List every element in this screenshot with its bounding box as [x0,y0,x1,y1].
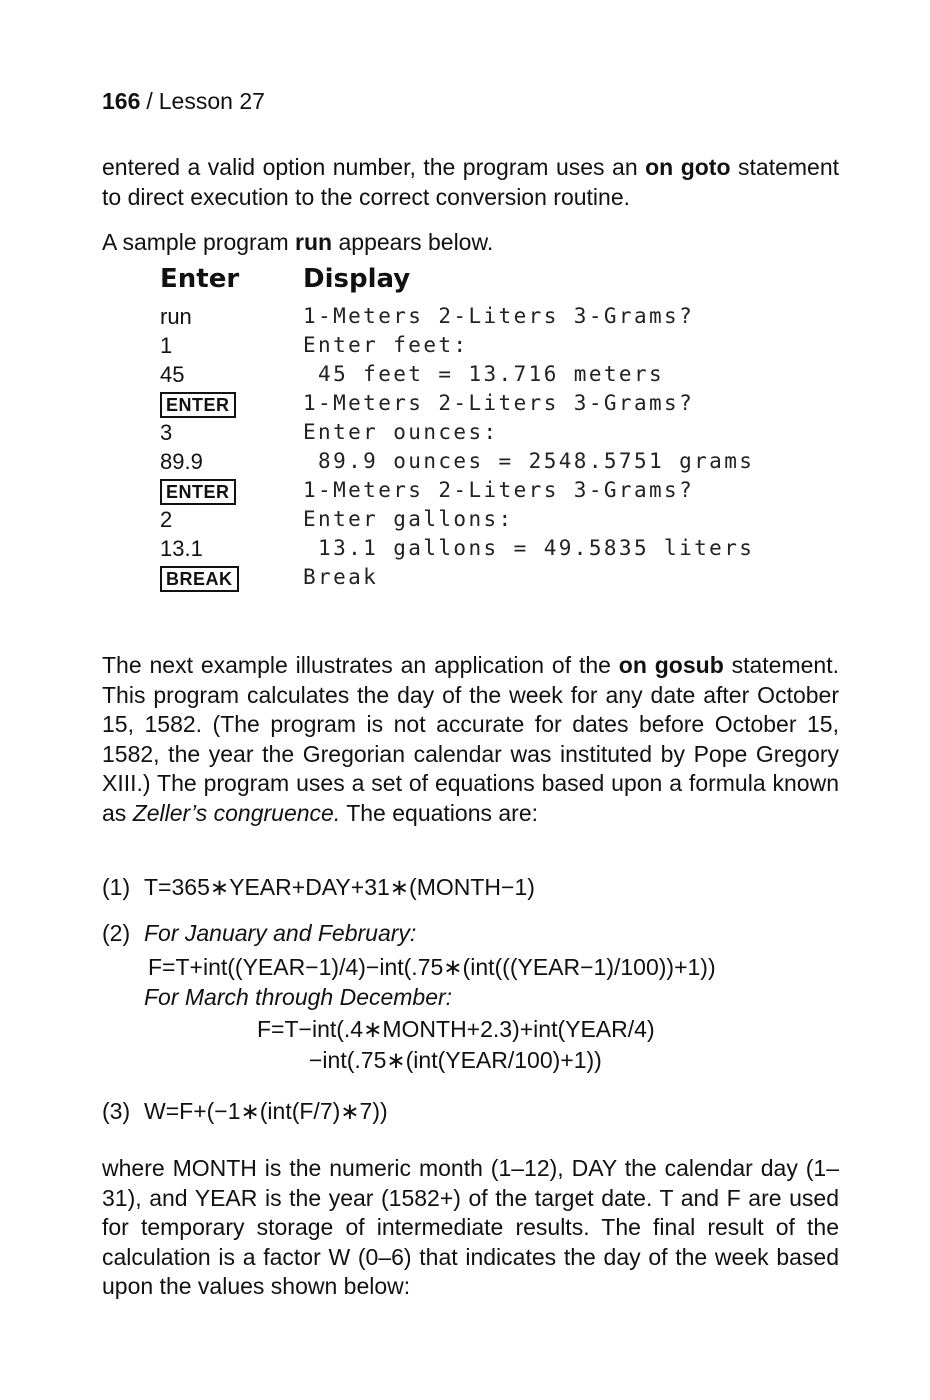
p3-keyword-on-gosub: on gosub [618,652,724,678]
equation-2b-line-1 [257,1014,655,1045]
paragraph-variable-definitions: where MONTH is the numeric month (1–12), DAY the calendar day (1–31), and YEAR is the year (1582+) of the target date. T and F are used for temporary storage of intermediate results. The final result of the calculation is a factor W (0–6) that indicates the day of the week based upon the values shown below: [102,1155,839,1299]
p3-text-3: The equations are: [340,799,539,826]
display-value: 45 feet = 13.716 meters [303,362,665,386]
enter-value: 89.9 [160,449,203,474]
display-value: 1-Meters 2-Liters 3-Grams? [303,478,695,502]
p2-text-1: A sample program [102,229,296,255]
enter-value: 13.1 [160,536,203,561]
enter-value: 1 [160,333,173,358]
equation-1 [102,872,535,903]
p3-text-2: statement. This program calculates the day of the week for any date after October 15, 1582. (The program is not accurate for dates before October 15, 1582, the year the Gregorian calendar was instituted by Pope Gregory XIII.) The program uses a set of equations based upon a formula known as [102,652,839,826]
equation-2-condition-mar-dec: For March through December: [144,984,453,1010]
p1-text-1: entered a valid option number, the program uses an [102,154,646,180]
display-value: Enter gallons: [303,507,514,531]
equation-2a-formula: F=T+int((YEAR−1)/4)−int(.75∗(int(((YEAR−1)/100))+1)) [148,954,716,980]
display-value: 1-Meters 2-Liters 3-Grams? [303,304,695,328]
enter-column-heading: Enter [160,264,240,294]
equation-2-label-line [102,918,416,949]
p2-keyword-run: run [295,229,333,255]
display-value: Enter feet: [303,333,469,357]
display-column-heading: Display [303,264,411,294]
break-key-label: BREAK [160,566,239,592]
equation-3 [102,1096,388,1127]
equation-2b-line-2 [309,1045,602,1076]
page-header [102,88,265,115]
enter-value: 3 [160,420,173,445]
equation-1-formula: T=365∗YEAR+DAY+31∗(MONTH−1) [144,874,535,900]
enter-value: 2 [160,507,173,532]
display-value: 13.1 gallons = 49.5835 liters [303,536,755,560]
display-value: Enter ounces: [303,420,499,444]
enter-key-label: ENTER [160,392,236,418]
enter-value: 45 [160,362,185,387]
section-title: Lesson 27 [158,88,265,114]
header-separator: / [146,88,153,114]
equation-2b-formula-1: F=T−int(.4∗MONTH+2.3)+int(YEAR/4) [257,1016,655,1042]
equation-2-label: (2) [102,920,131,946]
p3-text-1: The next example illustrates an application of the [102,652,619,678]
enter-value: run [160,304,192,329]
enter-key-label: ENTER [160,479,236,505]
equation-2-condition-jan-feb: For January and February: [144,920,417,946]
display-value: 1-Meters 2-Liters 3-Grams? [303,391,695,415]
equation-2-condition-mar-dec-line [144,982,452,1013]
equation-3-label: (3) [102,1098,131,1124]
equation-2b-formula-2: −int(.75∗(int(YEAR/100)+1)) [309,1047,602,1073]
p1-keyword-on-goto: on goto [645,154,731,180]
display-value: Break [303,565,379,589]
p3-term-zeller: Zeller’s congruence. [132,799,341,826]
equation-2a [148,952,716,983]
p2-text-2: appears below. [332,229,494,255]
paragraph-on-goto [102,153,839,212]
display-value: 89.9 ounces = 2548.5751 grams [303,449,755,473]
equation-1-label: (1) [102,874,131,900]
p1-text-2: statement to direct execution to the correct conversion routine. [102,154,840,210]
paragraph-sample-intro [102,228,839,258]
page-number: 166 [102,88,141,114]
equation-3-formula: W=F+(−1∗(int(F/7)∗7)) [144,1098,388,1124]
paragraph-on-gosub [102,651,839,828]
